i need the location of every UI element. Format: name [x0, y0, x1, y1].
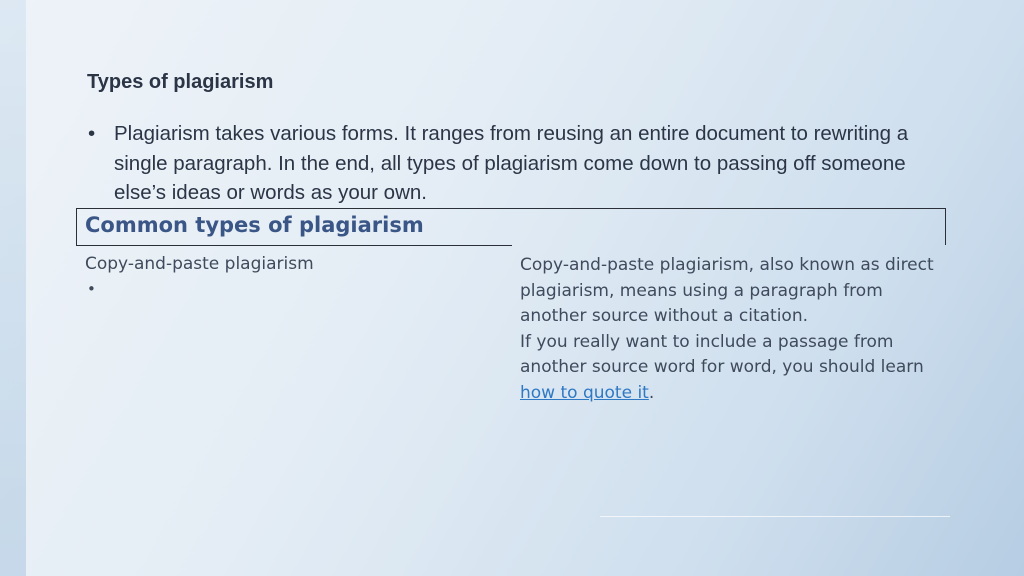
- intro-bullet-item: [88, 119, 928, 208]
- how-to-quote-link[interactable]: how to quote it: [520, 382, 649, 403]
- section-header-underline: [76, 245, 512, 246]
- description-prefix: If you really want to include a passage from another source word for word, you should learn: [520, 331, 924, 377]
- term-label: Copy-and-paste plagiarism: [85, 254, 314, 274]
- section-heading: Common types of plagiarism: [85, 213, 424, 237]
- description-paragraph-1: Copy-and-paste plagiarism, also known as direct plagiarism, means using a paragraph from another source without a citation.: [520, 255, 934, 326]
- description-paragraph-2: [520, 330, 940, 407]
- decorative-divider: [600, 516, 950, 517]
- intro-text: Plagiarism takes various forms. It ranges from reusing an entire document to rewriting a single paragraph. In the end, all types of plagiarism come down to passing off someone else’s ideas or words as your own.: [114, 122, 909, 204]
- description-suffix: .: [648, 382, 655, 403]
- decorative-left-strip: [0, 0, 26, 576]
- bullet-icon: •: [88, 122, 96, 145]
- slide-title: Types of plagiarism: [87, 71, 274, 93]
- term-description: [520, 253, 940, 406]
- bullet-icon: •: [87, 280, 96, 298]
